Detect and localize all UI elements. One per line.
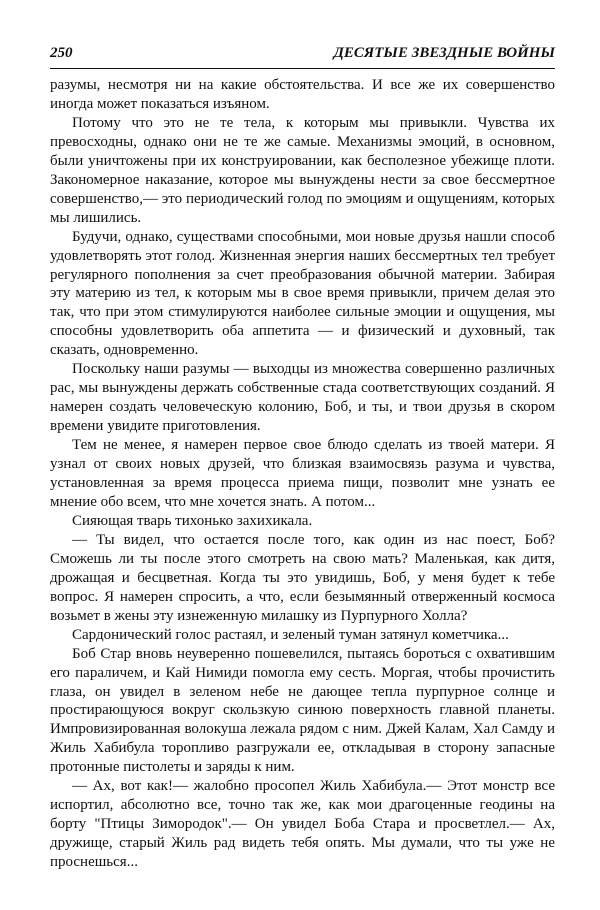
paragraph: Сияющая тварь тихонько захихикала. [72,512,313,529]
paragraph: разумы, несмотря ни на какие обстоятельства. И все же их совершенство иногда может показаться изъяном. [50,77,555,112]
paragraph: Сардонический голос растаял, и зеленый туман затянул кометчика... [72,626,509,643]
body-text [50,76,555,872]
paragraph: Боб Стар вновь неуверенно пошевелился, пытаясь бороться с охватившим его параличем, и Кай Нимиди помогла ему сесть. Моргая, чтобы прочистить глаза, он увидел в зеленом небе не дающее тепла пурпурное солнце и простирающуюся вокруг скользкую синюю поверхность главной планеты. Импровизированная волокуша лежала рядом с ним. Джей Калам, Хал Самду и Жиль Хабибула торопливо разгружали ее, откладывая в сторону запасные протонные пистолеты и заряды к ним. [50,645,555,776]
header-rule [50,68,555,69]
page-header [50,42,555,64]
paragraph: — Ах, вот как!— жалобно просопел Жиль Хабибула.— Этот монстр все испортил, абсолютно все, точно так же, как мои драгоценные геодины на борту "Птицы Зимородок".— Он увидел Боба Стара и просветлел.— Ах, дружище, старый Жиль рад видеть тебя опять. Мы думали, что ты уже не проснешься... [50,778,555,871]
paragraph: Будучи, однако, существами способными, мои новые друзья нашли способ удовлетворять этот голод. Жизненная энергия наших бессмертных тел требует регулярного пополнения за счет преобразования обычной материи. Забирая эту материю из тел, к которым мы в свое время привыкли, причем делая это так, что при этом стимулируются наиболее сильные эмоции и ощущения, мы способны удовлетворить оба аппетита — и физический и духовный, так сказать, одновременно. [50,228,555,359]
paragraph: Тем не менее, я намерен первое свое блюдо сделать из твоей матери. Я узнал от своих новых друзей, что близкая взаимосвязь разума и чувства, установленная за время процесса приема пищи, позволит мне узнать ее мнение обо всем, что мне хочется знать. А потом... [50,437,555,510]
paragraph: Поскольку наши разумы — выходцы из множества совершенно различных рас, мы вынуждены держать собственные стада соответствующих созданий. Я намерен создать человеческую колонию, Боб, и ты, и твои друзья в скором времени увидите приготовления. [50,361,555,435]
running-title: ДЕСЯТЫЕ ЗВЕЗДНЫЕ ВОЙНЫ [333,45,555,61]
paragraph: Потому что это не те тела, к которым мы привыкли. Чувства их превосходны, однако они не те же самые. Механизмы эмоций, в основном, были уничтожены при их конструировании, как бесполезное убежище плоти. Закономерное наказание, которое мы вынуждены нести за свое бессмертное совершенство,— это периодический голод по эмоциям и ощущениям, которых мы лишились. [50,114,555,226]
page-number: 250 [50,45,73,61]
paragraph: — Ты видел, что остается после того, как один из нас поест, Боб? Сможешь ли ты после этого смотреть на свою мать? Маленькая, как дитя, дрожащая и бесцветная. Когда ты это увидишь, Боб, у меня будет к тебе вопрос. Я намерен спросить, а что, если безымянный отверженный космоса возьмет в жены эту изнеженную милашку из Пурпурного Холла? [50,531,555,624]
